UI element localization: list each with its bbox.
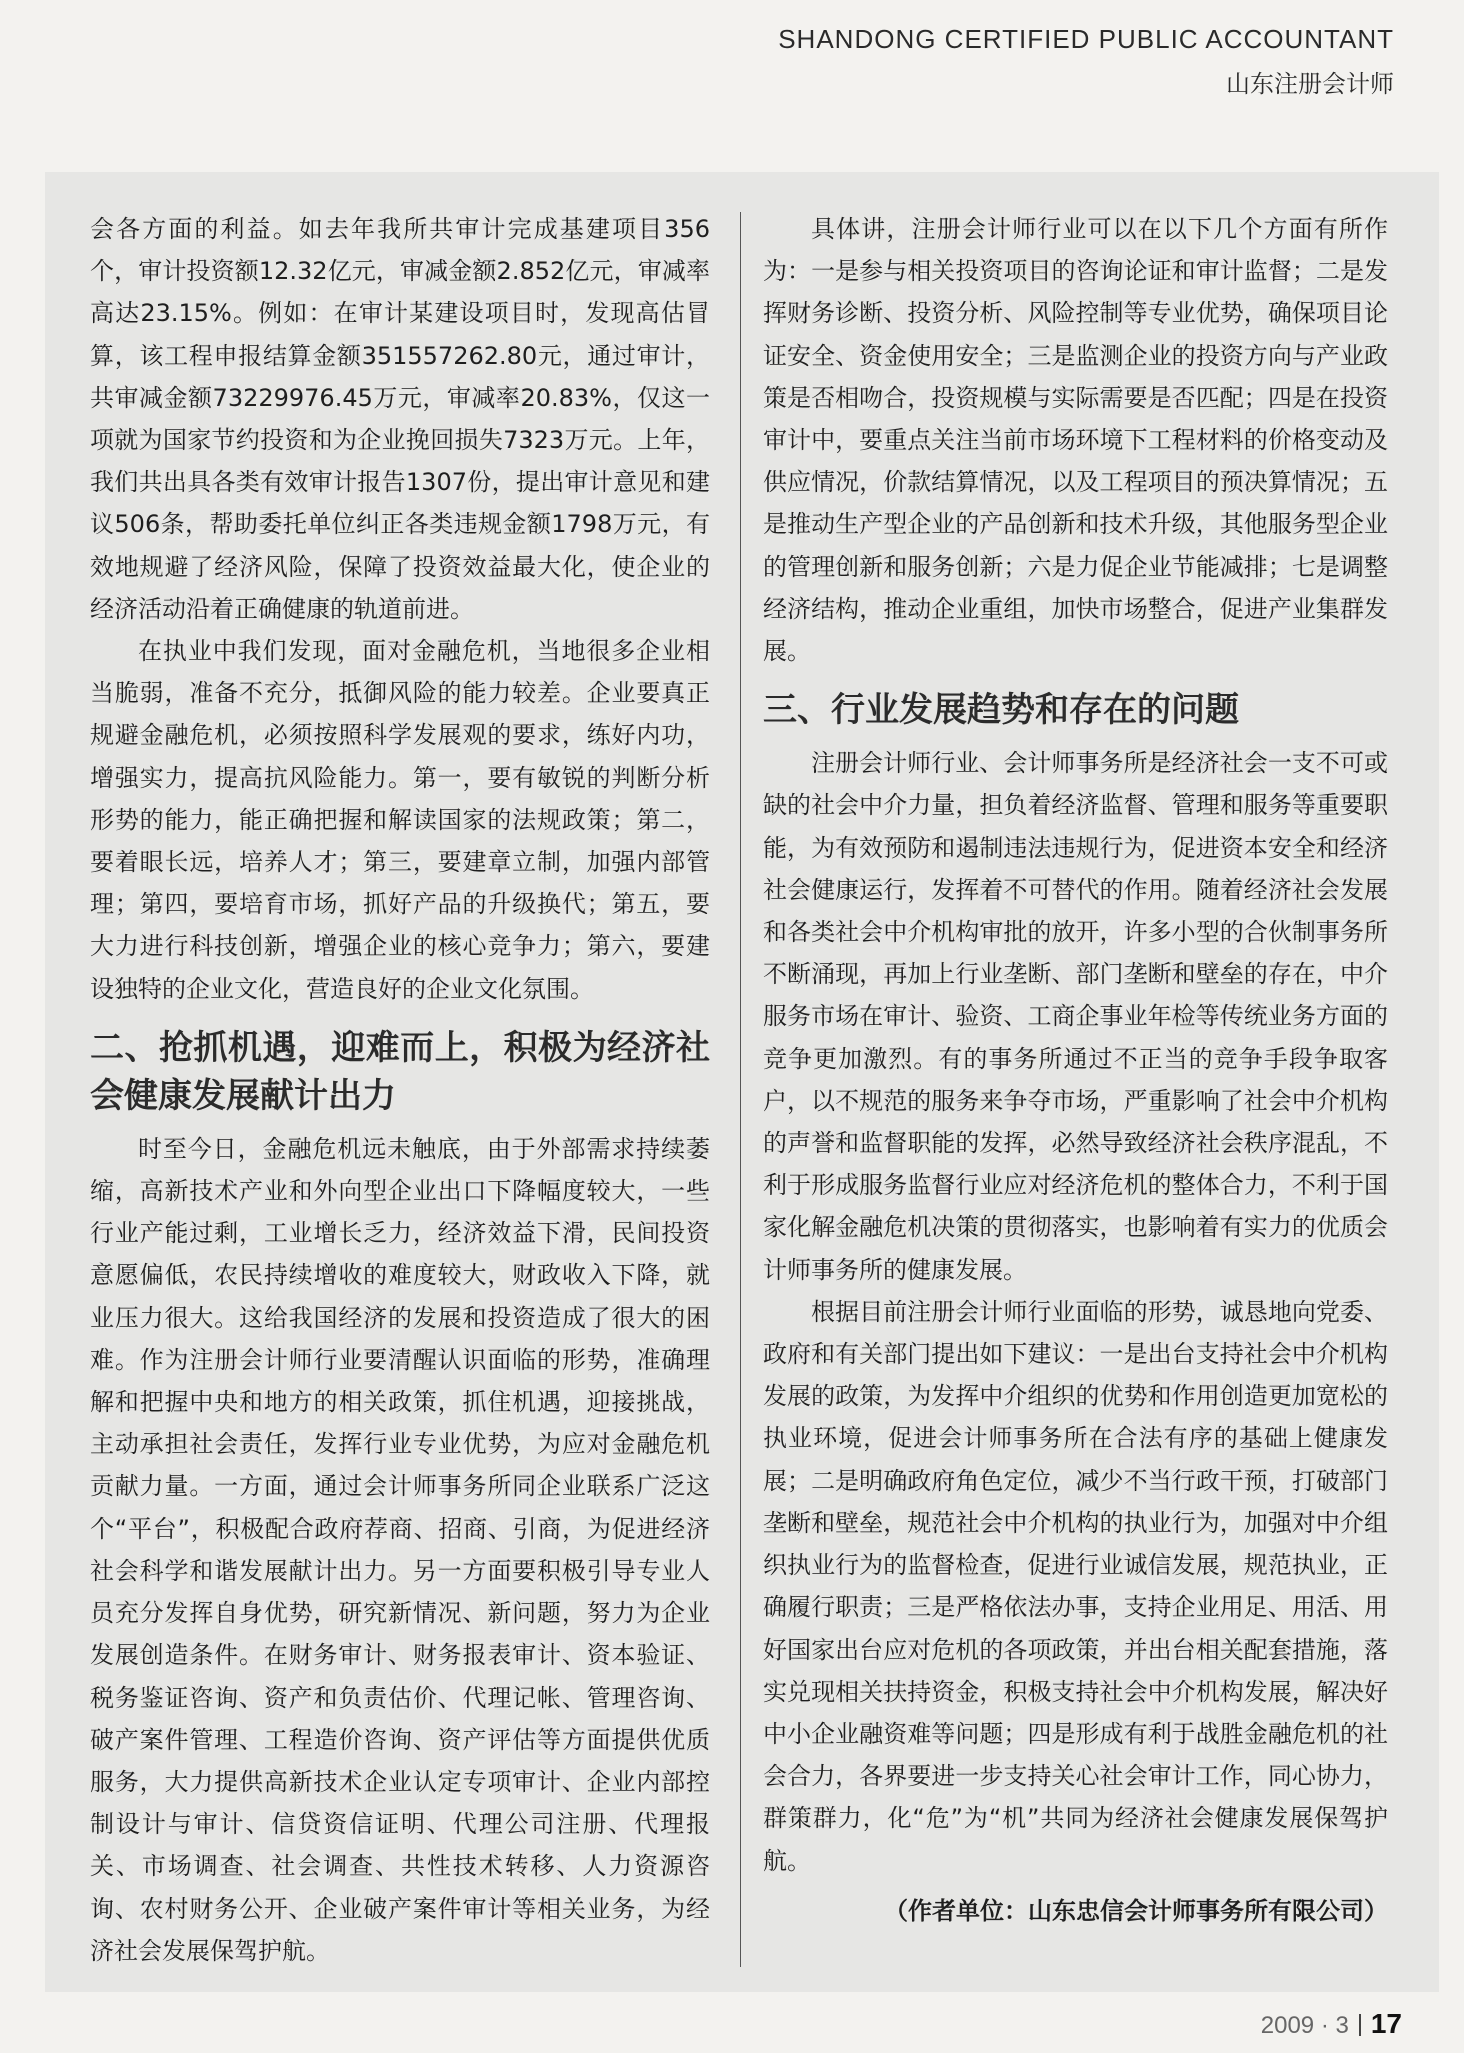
paragraph: 在执业中我们发现，面对金融危机，当地很多企业相当脆弱，准备不充分，抵御风险的能力较差。企业要真正规避金融危机，必须按照科学发展观的要求，练好内功，增强实力，提高抗风险能力。第一，要有敏锐的判断分析形势的能力，能正确把握和解读国家的法规政策；第二，要着眼长远，培养人才；第三，要建章立制，加强内部管理；第四，要培育市场，抓好产品的升级换代；第五，要大力进行科技创新，增强企业的核心竞争力；第六，要建设独特的企业文化，营造良好的企业文化氛围。 [90,637,710,1003]
column-divider [740,212,741,1967]
paragraph: 具体讲，注册会计师行业可以在以下几个方面有所作为：一是参与相关投资项目的咨询论证和审计监督；二是发挥财务诊断、投资分析、风险控制等专业优势，确保项目论证安全、资金使用安全；三是监测企业的投资方向与产业政策是否相吻合，投资规模与实际需要是否匹配；四是在投资审计中，要重点关注当前市场环境下工程材料的价格变动及供应情况，价款结算情况，以及工程项目的预决算情况；五是推动生产型企业的产品创新和技术升级，其他服务型企业的管理创新和服务创新；六是力促企业节能减排；七是调整经济结构，推动企业重组，加快市场整合，促进产业集群发展。 [763,215,1388,666]
issue-label: 2009 · 3 [1260,2012,1349,2039]
author-affiliation: （作者单位：山东忠信会计师事务所有限公司） [884,1896,1388,1925]
paragraph: 会各方面的利益。如去年我所共审计完成基建项目356个，审计投资额12.32亿元，审减金额2.852亿元，审减率高达23.15%。例如：在审计某建设项目时，发现高估冒算，该工程申报结算金额351557262.80元，通过审计，共审减金额73229976.45万元，审减率20.83%，仅这一项就为国家节约投资和为企业挽回损失7323万元。上年，我们共出具各类有效审计报告1307份，提出审计意见和建议506条，帮助委托单位纠正各类违规金额1798万元，有效地规避了经济风险，保障了投资效益最大化，使企业的经济活动沿着正确健康的轨道前进。 [90,215,710,623]
section-heading-3: 三、行业发展趋势和存在的问题 [763,690,1239,731]
paragraph: 根据目前注册会计师行业面临的形势，诚恳地向党委、政府和有关部门提出如下建议：一是出台支持社会中介机构发展的政策，为发挥中介组织的优势和作用创造更加宽松的执业环境，促进会计师事务所在合法有序的基础上健康发展；二是明确政府角色定位，减少不当行政干预，打破部门垄断和壁垒，规范社会中介机构的执业行为，加强对中介组织执业行为的监督检查，促进行业诚信发展，规范执业，正确履行职责；三是严格依法办事，支持企业用足、用活、用好国家出台应对危机的各项政策，并出台相关配套措施，落实兑现相关扶持资金，积极支持社会中介机构发展，解决好中小企业融资难等问题；四是形成有利于战胜金融危机的社会合力，各界要进一步支持关心社会审计工作，同心协力，群策群力，化“危”为“机”共同为经济社会健康发展保驾护航。 [763,1297,1388,1875]
page-footer [1261,2008,1402,2040]
right-column [763,208,1388,1932]
magazine-title-english: SHANDONG CERTIFIED PUBLIC ACCOUNTANT [778,24,1394,54]
left-column [90,208,710,1972]
page-number: 17 [1370,2008,1402,2039]
magazine-title-chinese: 山东注册会计师 [1226,70,1394,98]
paragraph: 注册会计师行业、会计师事务所是经济社会一支不可或缺的社会中介力量，担负着经济监督、管理和服务等重要职能，为有效预防和遏制违法违规行为，促进资本安全和经济社会健康运行，发挥着不可替代的作用。随着经济社会发展和各类社会中介机构审批的放开，许多小型的合伙制事务所不断涌现，再加上行业垄断、部门垄断和壁垒的存在，中介服务市场在审计、验资、工商企事业年检等传统业务方面的竞争更加激烈。有的事务所通过不正当的竞争手段争取客户，以不规范的服务来争夺市场，严重影响了社会中介机构的声誉和监督职能的发挥，必然导致经济社会秩序混乱，不利于形成服务监督行业应对经济危机的整体合力，不利于国家化解金融危机决策的贯彻落实，也影响着有实力的优质会计师事务所的健康发展。 [763,749,1388,1284]
footer-separator [1359,2014,1361,2036]
section-heading-2: 二、抢抓机遇，迎难而上，积极为经济社会健康发展献计出力 [90,1027,710,1116]
paragraph: 时至今日，金融危机远未触底，由于外部需求持续萎缩，高新技术产业和外向型企业出口下降幅度较大，一些行业产能过剩，工业增长乏力，经济效益下滑，民间投资意愿偏低，农民持续增收的难度较大，财政收入下降，就业压力很大。这给我国经济的发展和投资造成了很大的困难。作为注册会计师行业要清醒认识面临的形势，准确理解和把握中央和地方的相关政策，抓住机遇，迎接挑战，主动承担社会责任，发挥行业专业优势，为应对金融危机贡献力量。一方面，通过会计师事务所同企业联系广泛这个“平台”，积极配合政府荐商、招商、引商，为促进经济社会科学和谐发展献计出力。另一方面要积极引导专业人员充分发挥自身优势，研究新情况、新问题，努力为企业发展创造条件。在财务审计、财务报表审计、资本验证、税务鉴证咨询、资产和负责估价、代理记帐、管理咨询、破产案件管理、工程造价咨询、资产评估等方面提供优质服务，大力提供高新技术企业认定专项审计、企业内部控制设计与审计、信贷资信证明、代理公司注册、代理报关、市场调查、社会调查、共性技术转移、人力资源咨询、农村财务公开、企业破产案件审计等相关业务，为经济社会发展保驾护航。 [90,1134,710,1965]
